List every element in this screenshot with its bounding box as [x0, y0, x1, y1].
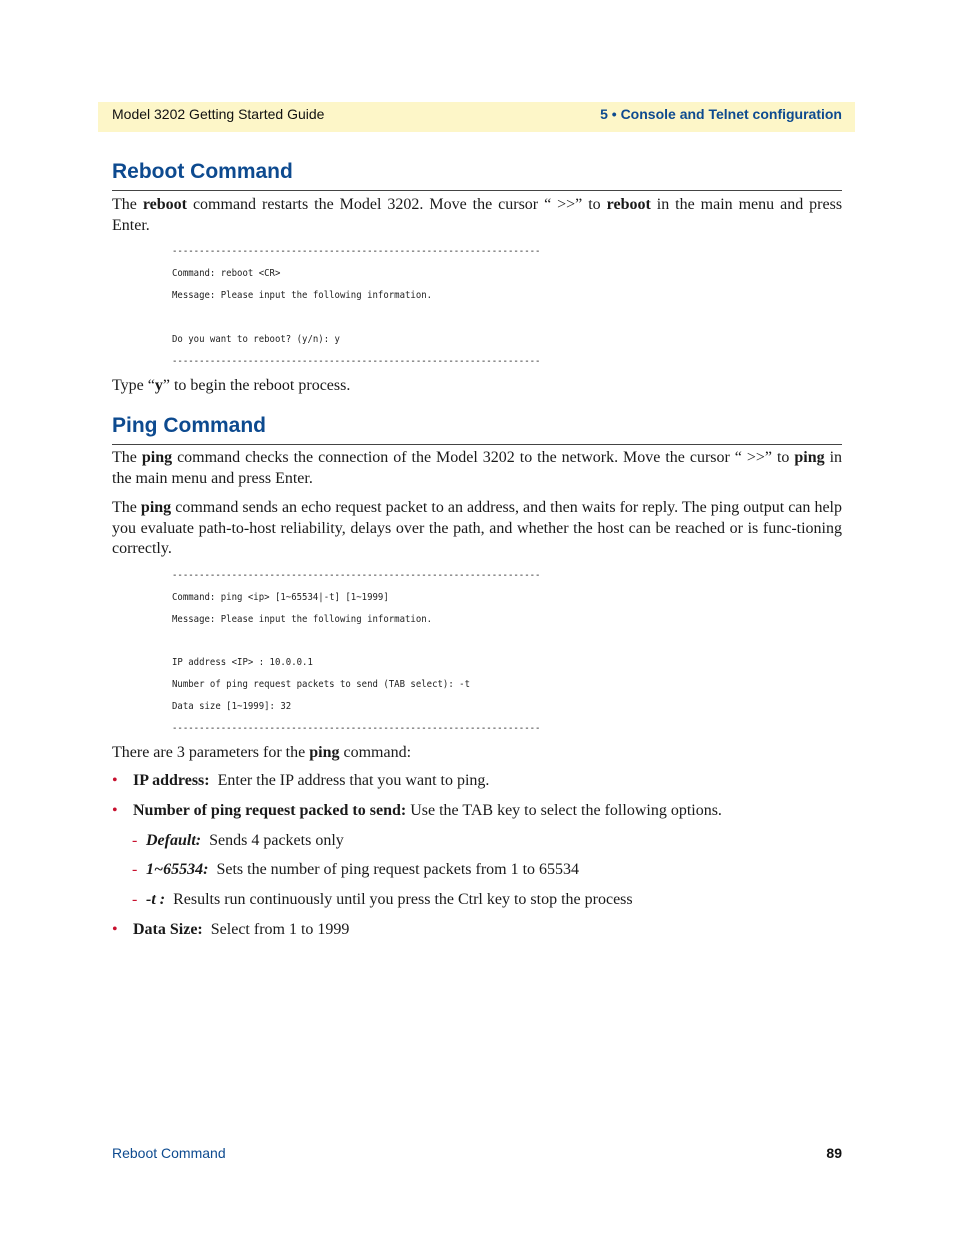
bullet-icon: •	[112, 921, 118, 938]
code-line: Command: ping <ip> [1~65534|-t] [1~1999]	[172, 592, 389, 603]
running-header-chapter: 5 • Console and Telnet configuration	[600, 106, 842, 122]
footer-section-title: Reboot Command	[112, 1145, 226, 1161]
reboot-heading: Reboot Command	[112, 160, 293, 183]
running-header-title: Model 3202 Getting Started Guide	[112, 106, 325, 122]
reboot-description: The reboot command restarts the Model 3202. Move the cursor “ >>” to reboot in the main menu and press Enter.	[112, 196, 843, 234]
dash-icon: -	[132, 832, 138, 849]
reboot-heading-rule	[112, 190, 842, 191]
ping-heading: Ping Command	[112, 414, 267, 437]
code-line: Message: Please input the following information.	[172, 290, 433, 301]
code-line: Data size [1~1999]: 32	[172, 701, 292, 712]
code-line: Message: Please input the following information.	[172, 614, 433, 625]
ping-description-1: The ping command checks the connection of the Model 3202 to the network. Move the cursor “ >>” to ping in the main menu and press Enter.	[112, 449, 843, 487]
bullet-icon: •	[112, 802, 118, 819]
ping-description-2: The ping command sends an echo request packet to an address, and then waits for reply. The ping output can help you evaluate path-to-host reliability, delays over the path, and whether the host can be reached or is func-tioning correctly.	[112, 499, 843, 557]
page-number: 89	[826, 1145, 842, 1161]
dash-icon: -	[132, 891, 138, 908]
code-line: Number of ping request packets to send (TAB select): -t	[172, 679, 471, 690]
code-line: Do you want to reboot? (y/n): y	[172, 334, 340, 345]
ping-heading-rule	[112, 444, 842, 445]
code-line: Command: reboot <CR>	[172, 268, 281, 279]
reboot-after-text: Type “y” to begin the reboot process.	[112, 377, 351, 394]
code-line: --------------------------------------------------------------------	[172, 356, 541, 367]
bullet-icon: •	[112, 772, 118, 789]
code-line: --------------------------------------------------------------------	[172, 723, 541, 734]
ping-params-intro: There are 3 parameters for the ping command:	[112, 744, 412, 761]
dash-icon: -	[132, 861, 138, 878]
code-line: IP address <IP> : 10.0.0.1	[172, 657, 313, 668]
code-line: --------------------------------------------------------------------	[172, 570, 541, 581]
code-line: --------------------------------------------------------------------	[172, 246, 541, 257]
